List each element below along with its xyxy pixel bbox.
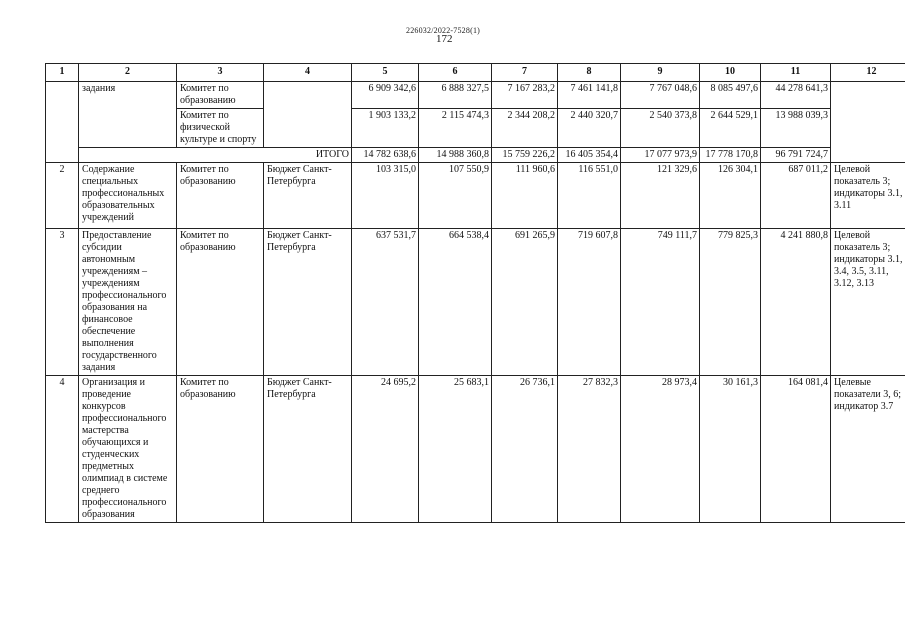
total-value-cell: 17 778 170,8 (700, 148, 761, 163)
source-cell: Бюджет Санкт-Петербурга (264, 376, 352, 523)
column-header: 8 (558, 64, 621, 82)
activity-name-cell: Организация и проведение конкурсов профессионального мастерства обучающихся и студенческих предметных олимпиад в системе среднего профессионального образования (79, 376, 177, 523)
row-number-cell (46, 82, 79, 163)
value-cell: 25 683,1 (419, 376, 492, 523)
total-value-cell: 15 759 226,2 (492, 148, 558, 163)
value-cell: 44 278 641,3 (761, 82, 831, 109)
value-cell: 6 888 327,5 (419, 82, 492, 109)
value-cell: 691 265,9 (492, 229, 558, 376)
value-cell: 107 550,9 (419, 163, 492, 229)
value-cell: 6 909 342,6 (352, 82, 419, 109)
value-cell: 7 167 283,2 (492, 82, 558, 109)
value-cell: 164 081,4 (761, 376, 831, 523)
value-cell: 719 607,8 (558, 229, 621, 376)
value-cell: 13 988 039,3 (761, 109, 831, 148)
value-cell: 126 304,1 (700, 163, 761, 229)
executor-cell: Комитет по образованию (177, 229, 264, 376)
value-cell: 2 644 529,1 (700, 109, 761, 148)
row-number-cell: 2 (46, 163, 79, 229)
indicator-cell: Целевой показатель 3; индикаторы 3.1, 3.4, 3.5, 3.11, 3.12, 3.13 (831, 229, 905, 376)
source-cell (264, 82, 352, 148)
indicator-cell: Целевые показатели 3, 6; индикатор 3.7 (831, 376, 905, 523)
activity-name-cell: Содержание специальных профессиональных образовательных учреждений (79, 163, 177, 229)
value-cell: 28 973,4 (621, 376, 700, 523)
value-cell: 116 551,0 (558, 163, 621, 229)
column-header: 10 (700, 64, 761, 82)
value-cell: 27 832,3 (558, 376, 621, 523)
page-number: 172 (436, 33, 453, 45)
executor-cell: Комитет по образованию (177, 376, 264, 523)
column-header: 4 (264, 64, 352, 82)
total-value-cell: 17 077 973,9 (621, 148, 700, 163)
value-cell: 2 115 474,3 (419, 109, 492, 148)
executor-cell: Комитет по образованию (177, 82, 264, 109)
value-cell: 687 011,2 (761, 163, 831, 229)
value-cell: 111 960,6 (492, 163, 558, 229)
value-cell: 749 111,7 (621, 229, 700, 376)
total-label: ИТОГО (79, 148, 352, 163)
table-row-total (46, 148, 905, 163)
executor-cell: Комитет по физической культуре и спорту (177, 109, 264, 148)
column-header: 7 (492, 64, 558, 82)
value-cell: 7 461 141,8 (558, 82, 621, 109)
column-header: 12 (831, 64, 905, 82)
source-cell: Бюджет Санкт-Петербурга (264, 163, 352, 229)
value-cell: 779 825,3 (700, 229, 761, 376)
column-header: 9 (621, 64, 700, 82)
column-header: 6 (419, 64, 492, 82)
column-header: 1 (46, 64, 79, 82)
indicator-cell: Целевой показатель 3; индикаторы 3.1, 3.11 (831, 163, 905, 229)
total-value-cell: 96 791 724,7 (761, 148, 831, 163)
value-cell: 2 344 208,2 (492, 109, 558, 148)
table-header-row (46, 64, 905, 82)
value-cell: 24 695,2 (352, 376, 419, 523)
value-cell: 7 767 048,6 (621, 82, 700, 109)
column-header: 3 (177, 64, 264, 82)
value-cell: 4 241 880,8 (761, 229, 831, 376)
row-number-cell: 3 (46, 229, 79, 376)
value-cell: 637 531,7 (352, 229, 419, 376)
value-cell: 1 903 133,2 (352, 109, 419, 148)
column-header: 11 (761, 64, 831, 82)
executor-cell: Комитет по образованию (177, 163, 264, 229)
table-row (46, 376, 905, 523)
source-cell: Бюджет Санкт-Петербурга (264, 229, 352, 376)
indicator-cell (831, 82, 905, 163)
total-value-cell: 16 405 354,4 (558, 148, 621, 163)
row-number-cell: 4 (46, 376, 79, 523)
table-row (46, 229, 905, 376)
value-cell: 2 540 373,8 (621, 109, 700, 148)
value-cell: 2 440 320,7 (558, 109, 621, 148)
value-cell: 103 315,0 (352, 163, 419, 229)
column-header: 2 (79, 64, 177, 82)
total-value-cell: 14 988 360,8 (419, 148, 492, 163)
table-row (46, 163, 905, 229)
activity-name-cell: Предоставление субсидии автономным учреждениям – учреждениям профессионального образования на финансовое обеспечение выполнения государственного задания (79, 229, 177, 376)
document-id: 226032/2022-7528(1) (406, 26, 481, 35)
value-cell: 664 538,4 (419, 229, 492, 376)
value-cell: 30 161,3 (700, 376, 761, 523)
value-cell: 121 329,6 (621, 163, 700, 229)
table-row (46, 82, 905, 109)
activity-name-cell: задания (79, 82, 177, 148)
budget-table (45, 63, 905, 523)
total-value-cell: 14 782 638,6 (352, 148, 419, 163)
column-header: 5 (352, 64, 419, 82)
value-cell: 8 085 497,6 (700, 82, 761, 109)
value-cell: 26 736,1 (492, 376, 558, 523)
